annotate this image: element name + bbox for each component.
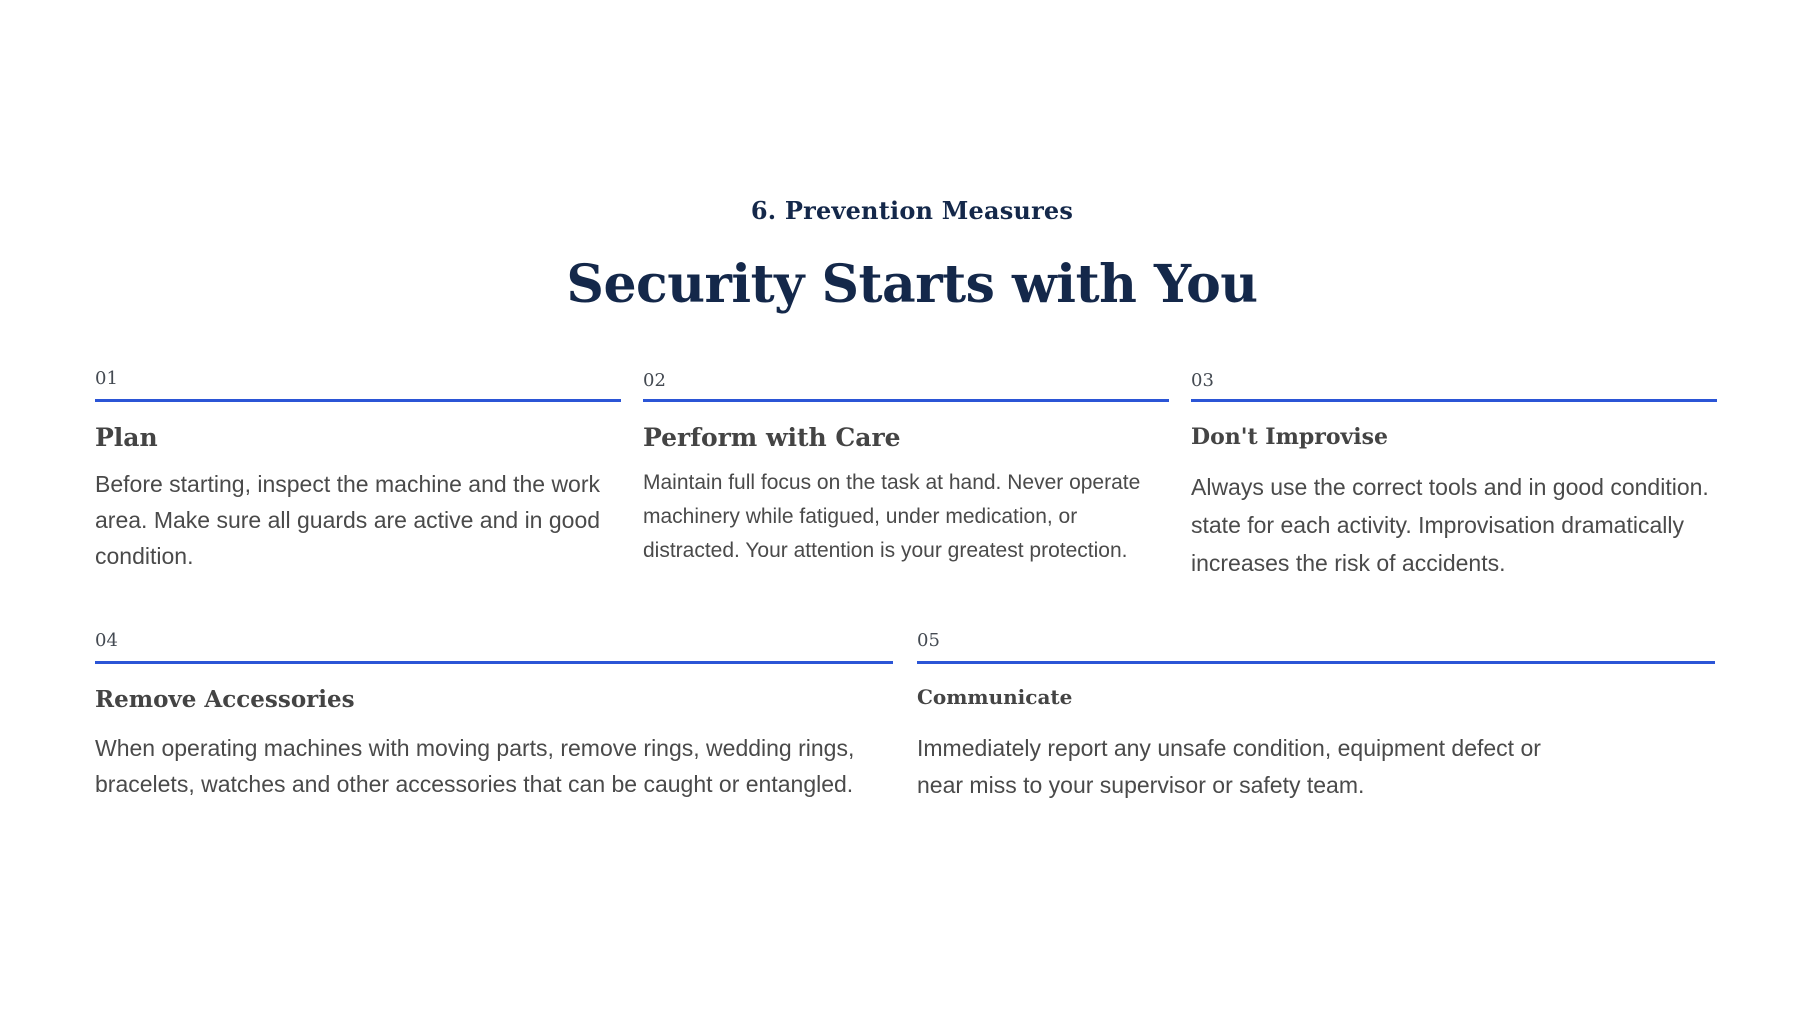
card-heading: Don't Improvise <box>1191 424 1389 450</box>
card-divider <box>917 661 1715 664</box>
card-text: Immediately report any unsafe condition, equipment defect or near miss to your supervisor or safety team. <box>917 735 1541 798</box>
card-heading: Plan <box>95 423 158 452</box>
card-number: 02 <box>643 370 666 391</box>
card-text: Always use the correct tools and in good condition. state for each activity. Improvisation dramatically increases the risk of accidents. <box>1191 474 1709 576</box>
card-divider <box>643 399 1169 402</box>
card-heading: Communicate <box>917 685 1073 709</box>
card-divider <box>95 661 893 664</box>
card-number: 04 <box>95 630 118 651</box>
measure-card-plan <box>95 368 621 578</box>
card-divider <box>1191 399 1717 402</box>
card-number: 05 <box>917 630 940 651</box>
slide-title: Security Starts with You <box>566 254 1258 315</box>
measure-card-communicate <box>917 630 1715 810</box>
measure-card-perform-with-care <box>643 368 1169 578</box>
card-text: Maintain full focus on the task at hand. Never operate machinery while fatigued, under medication, or distracted. Your attention is your greatest protection. <box>643 471 1141 562</box>
card-text: When operating machines with moving parts, remove rings, wedding rings, bracelets, watches and other accessories that can be caught or entangled. <box>95 735 855 797</box>
card-number: 01 <box>95 368 118 389</box>
card-divider <box>95 399 621 402</box>
section-kicker: 6. Prevention Measures <box>750 196 1074 225</box>
measure-card-remove-accessories <box>95 630 893 810</box>
card-number: 03 <box>1191 370 1214 391</box>
card-heading: Remove Accessories <box>95 686 355 713</box>
card-text: Before starting, inspect the machine and the work area. Make sure all guards are active and in good condition. <box>95 471 601 569</box>
card-heading: Perform with Care <box>643 423 901 452</box>
measure-card-dont-improvise <box>1191 368 1717 578</box>
